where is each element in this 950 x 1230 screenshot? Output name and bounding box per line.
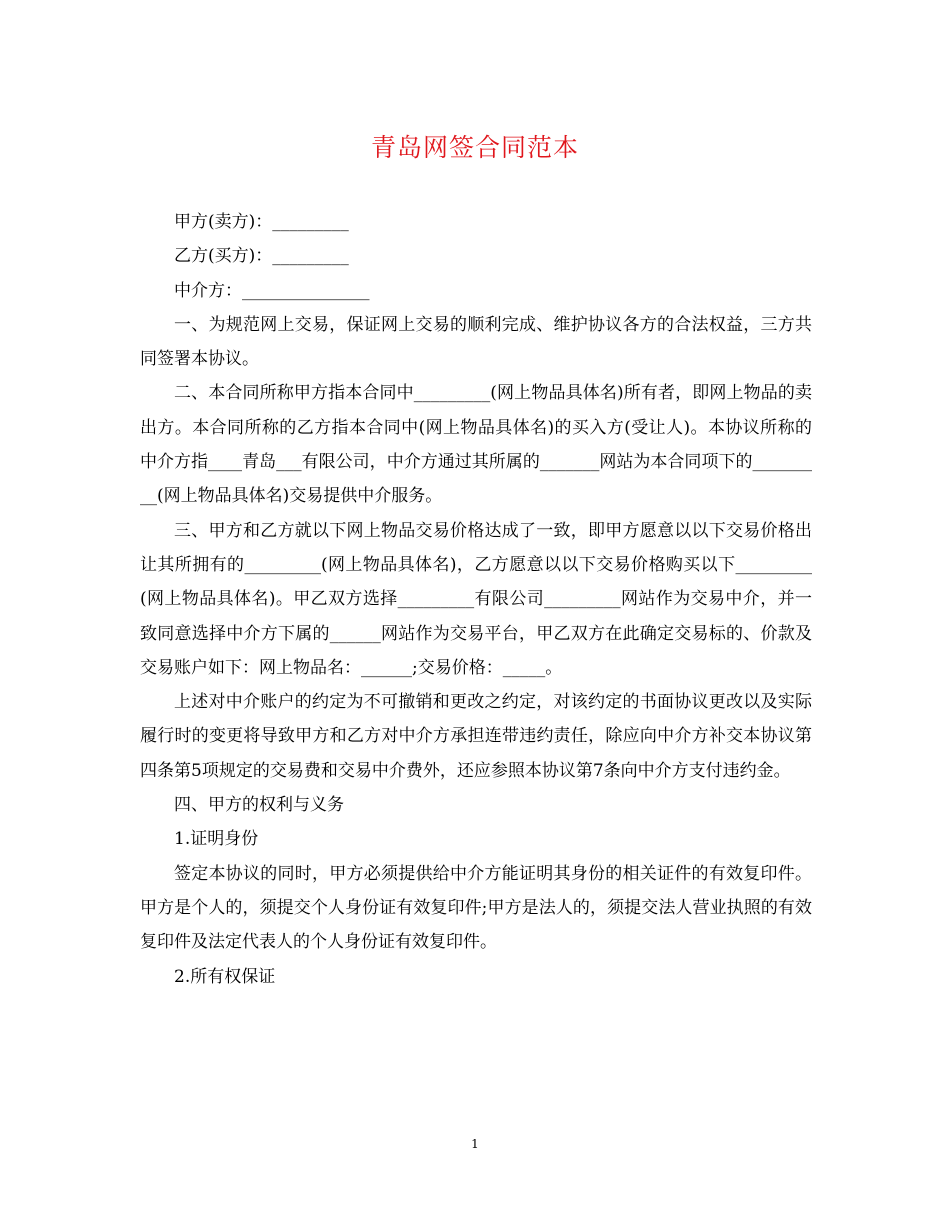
page-number: 1 [471, 1137, 479, 1151]
clause-3: 三、甲方和乙方就以下网上物品交易价格达成了一致，即甲方愿意以以下交易价格出让其所拥有的_________(网上物品具体名)，乙方愿意以以下交易价格购买以下_________(网上物品具体名)。甲乙双方选择_________有限公司_________网站作为交易中介，并一致同意选择中介方下属的______网站作为交易平台，甲乙双方在此确定交易标的、价款及交易账户如下：网上物品名：______;交易价格：_____。 [140, 520, 812, 678]
document-title: 青岛网签合同范本 [370, 133, 579, 162]
subsection-4-1-text: 签定本协议的同时，甲方必须提供给中介方能证明其身份的相关证件的有效复印件。甲方是个人的，须提交个人身份证有效复印件;甲方是法人的，须提交法人营业执照的有效复印件及法定代表人的个人身份证有效复印件。 [140, 863, 812, 953]
intermediary-line: 中介方：_______________ [174, 280, 370, 301]
document-body [140, 205, 812, 994]
clause-2: 二、本合同所称甲方指本合同中_________(网上物品具体名)所有者，即网上物品的卖出方。本合同所称的乙方指本合同中(网上物品具体名)的买入方(受让人)。本协议所称的中介方指____青岛___有限公司，中介方通过其所属的_______网站为本合同项下的_________(网上物品具体名)交易提供中介服务。 [140, 383, 812, 507]
clause-3-supplement: 上述对中介账户的约定为不可撤销和更改之约定，对该约定的书面协议更改以及实际履行时的变更将导致甲方和乙方对中介方承担连带违约责任，除应向中介方补交本协议第四条第5项规定的交易费和交易中介费外，还应参照本协议第7条向中介方支付违约金。 [140, 692, 812, 781]
subsection-4-1-heading: 1.证明身份 [174, 829, 259, 850]
party-a-line: 甲方(卖方)：_________ [174, 212, 349, 232]
section-4-heading: 四、甲方的权利与义务 [174, 795, 344, 816]
subsection-4-2-heading: 2.所有权保证 [174, 966, 276, 987]
party-b-line: 乙方(买方)：_________ [174, 246, 349, 267]
clause-1: 一、为规范网上交易，保证网上交易的顺利完成、维护协议各方的合法权益，三方共同签署本协议。 [140, 314, 812, 370]
